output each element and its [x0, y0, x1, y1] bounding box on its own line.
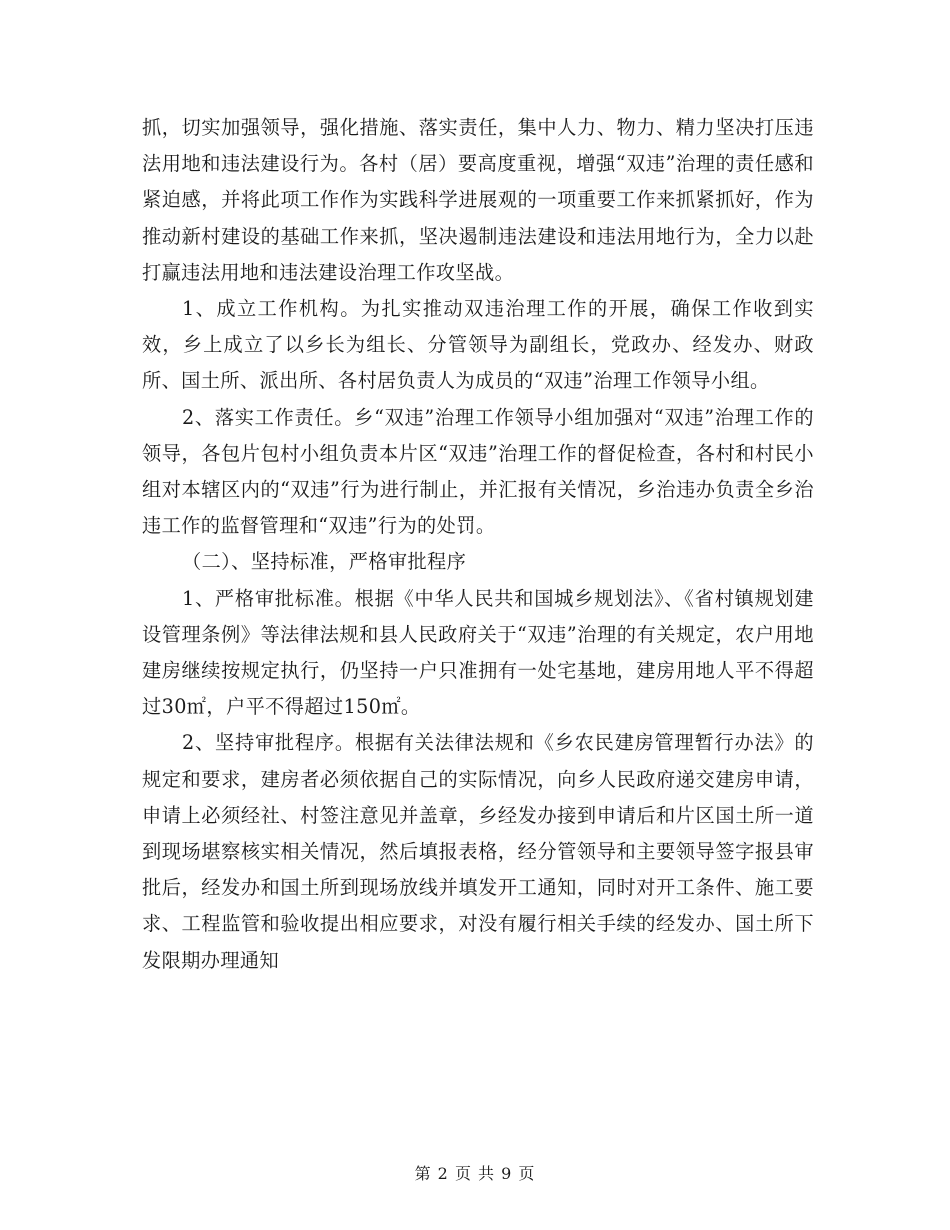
paragraph-approval-procedure: 2、坚持审批程序。根据有关法律法规和《乡农民建房管理暂行办法》的规定和要求，建房者必须依据自己的实际情况，向乡人民政府递交建房申请，申请上必须经社、村签注意见并盖章，乡经发办接到申请后和片区国土所一道到现场堪察核实相关情况，然后填报表格，经分管领导和主要领导签字报县审批后，经发办和国土所到现场放线并填发开工通知，同时对开工条件、施工要求、工程监管和验收提出相应要求，对没有履行相关手续的经发办、国土所下发限期办理通知 [142, 731, 814, 972]
paragraph-work-organization: 1、成立工作机构。为扎实推动双违治理工作的开展，确保工作收到实效，乡上成立了以乡长为组长、分管领导为副组长，党政办、经发办、财政所、国土所、派出所、各村居负责人为成员的“双违”治理工作领导小组。 [142, 297, 814, 393]
paragraph-continuation: 抓，切实加强领导，强化措施、落实责任，集中人力、物力、精力坚决打压违法用地和违法建设行为。各村（居）要高度重视，增强“双违”治理的责任感和紧迫感，并将此项工作作为实践科学进展观的一项重要工作来抓紧抓好，作为推动新村建设的基础工作来抓，坚决遏制违法建设和违法用地行为，全力以赴打赢违法用地和违法建设治理工作攻坚战。 [142, 116, 814, 284]
paragraph-approval-standard: 1、严格审批标准。根据《中华人民共和国城乡规划法》、《省村镇规划建设管理条例》等法律法规和县人民政府关于“双违”治理的有关规定，农户用地建房继续按规定执行，仍坚持一户只准拥有一处宅基地，建房用地人平不得超过30㎡，户平不得超过150㎡。 [142, 586, 814, 719]
document-body [142, 110, 814, 979]
paragraph-work-responsibility: 2、落实工作责任。乡“双违”治理工作领导小组加强对“双违”治理工作的领导，各包片包村小组负责本片区“双违”治理工作的督促检查，各村和村民小组对本辖区内的“双违”行为进行制止，并汇报有关情况，乡治违办负责全乡治违工作的监督管理和“双违”行为的处罚。 [142, 405, 814, 538]
page-footer: 第 2 页 共 9 页 [414, 1164, 536, 1183]
section-heading: （二）、坚持标准，严格审批程序 [182, 550, 467, 574]
